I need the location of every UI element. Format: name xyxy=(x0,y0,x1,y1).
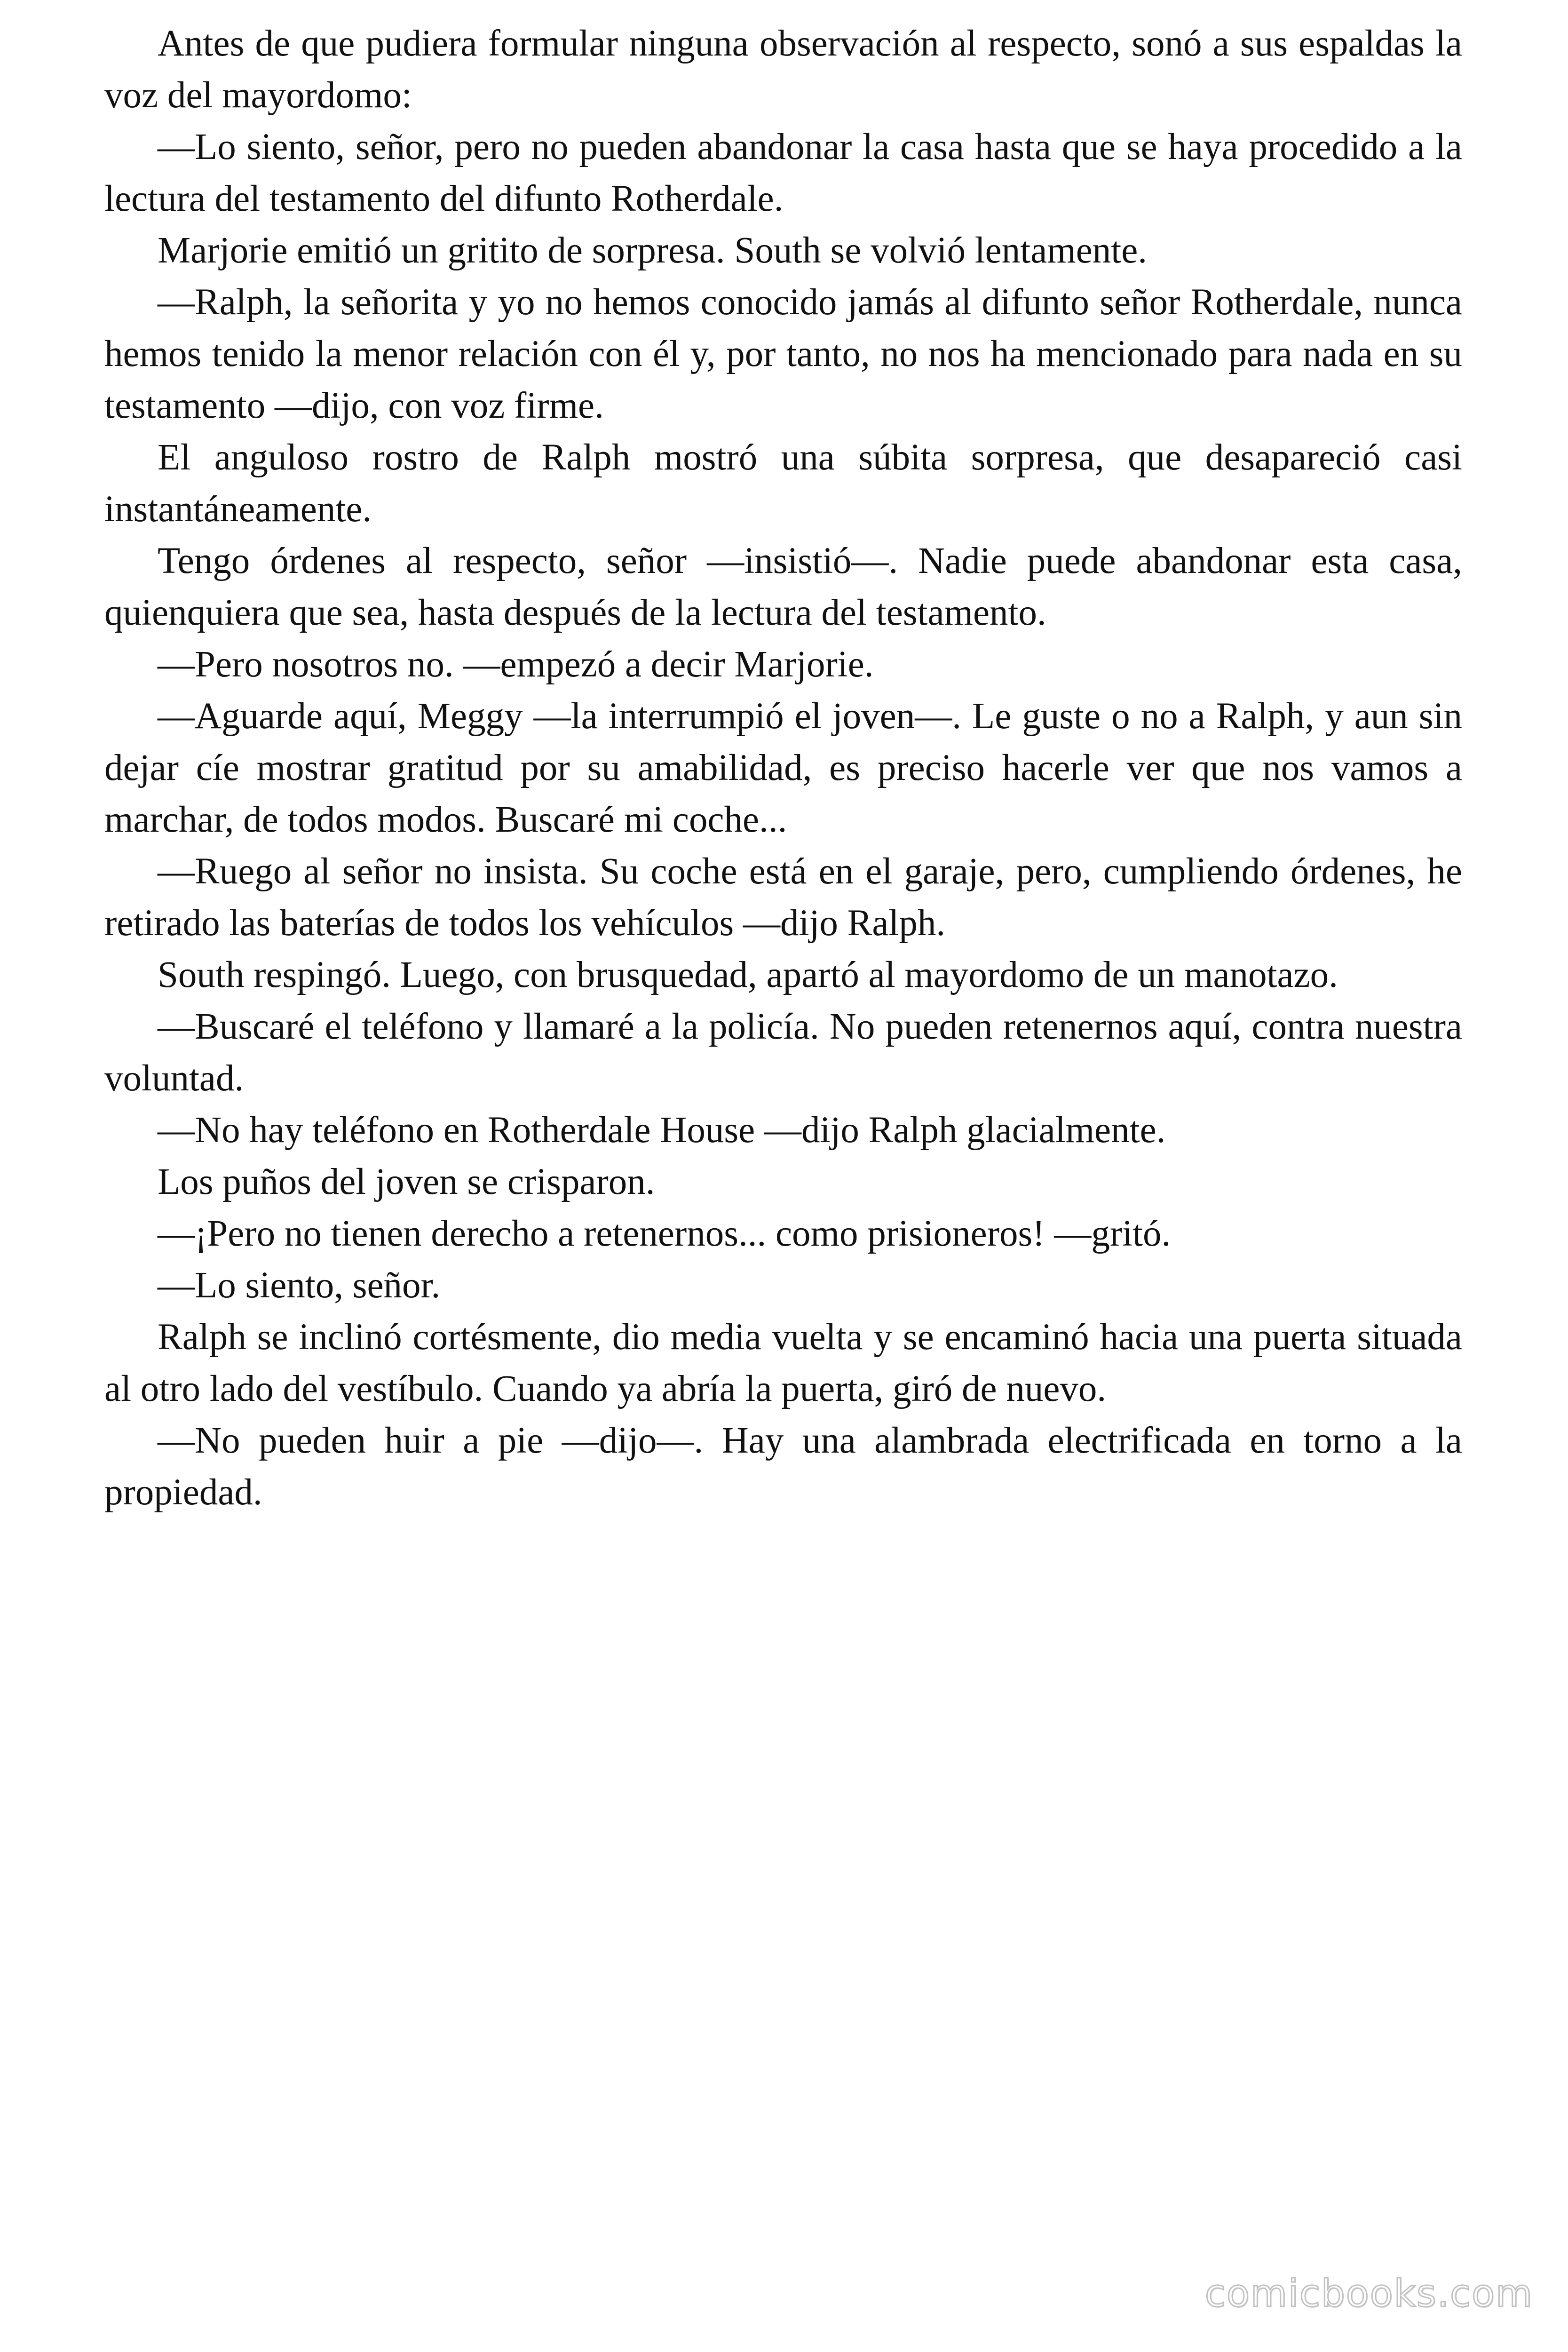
paragraph: —Buscaré el teléfono y llamaré a la policía. No pueden retenernos aquí, contra nuestra voluntad. xyxy=(104,1006,1462,1099)
paragraph: Tengo órdenes al respecto, señor —insistió—. Nadie puede abandonar esta casa, quienquiera que sea, hasta después de la lectura del testamento. xyxy=(104,540,1462,633)
paragraph: —¡Pero no tienen derecho a retenernos... como prisioneros! —gritó. xyxy=(158,1213,1171,1254)
watermark: comicbooks.com xyxy=(1204,2272,1533,2315)
paragraph: El anguloso rostro de Ralph mostró una súbita sorpresa, que desapareció casi instantáneamente. xyxy=(104,437,1462,530)
paragraph: —Pero nosotros no. —empezó a decir Marjorie. xyxy=(158,644,874,685)
paragraph: —Ralph, la señorita y yo no hemos conocido jamás al difunto señor Rotherdale, nunca hemos tenido la menor relación con él y, por tanto, no nos ha mencionado para nada en su testamento —dijo, con voz firme. xyxy=(104,282,1462,426)
paragraph: —No hay teléfono en Rotherdale House —dijo Ralph glacialmente. xyxy=(158,1110,1166,1151)
paragraph: —No pueden huir a pie —dijo—. Hay una alambrada electrificada en torno a la propiedad. xyxy=(104,1420,1462,1513)
paragraph: South respingó. Luego, con brusquedad, apartó al mayordomo de un manotazo. xyxy=(158,954,1338,995)
paragraph: —Lo siento, señor, pero no pueden abandonar la casa hasta que se haya procedido a la lectura del testamento del difunto Rotherdale. xyxy=(104,127,1462,219)
paragraph: —Ruego al señor no insista. Su coche está en el garaje, pero, cumpliendo órdenes, he retirado las baterías de todos los vehículos —dijo Ralph. xyxy=(104,851,1462,944)
paragraph: Ralph se inclinó cortésmente, dio media vuelta y se encaminó hacia una puerta situada al otro lado del vestíbulo. Cuando ya abría la puerta, giró de nuevo. xyxy=(104,1317,1462,1409)
paragraph: Marjorie emitió un gritito de sorpresa. South se volvió lentamente. xyxy=(158,230,1148,271)
paragraph: Los puños del joven se crisparon. xyxy=(158,1161,655,1202)
paragraph: —Aguarde aquí, Meggy —la interrumpió el joven—. Le guste o no a Ralph, y aun sin dejar cíe mostrar gratitud por su amabilidad, es preciso hacerle ver que nos vamos a marchar, de todos modos. Buscaré mi coche... xyxy=(104,696,1462,840)
paragraph: —Lo siento, señor. xyxy=(158,1265,441,1306)
paragraph: Antes de que pudiera formular ninguna observación al respecto, sonó a sus espaldas la voz del mayordomo: xyxy=(104,23,1462,116)
page-text xyxy=(104,18,1462,1518)
